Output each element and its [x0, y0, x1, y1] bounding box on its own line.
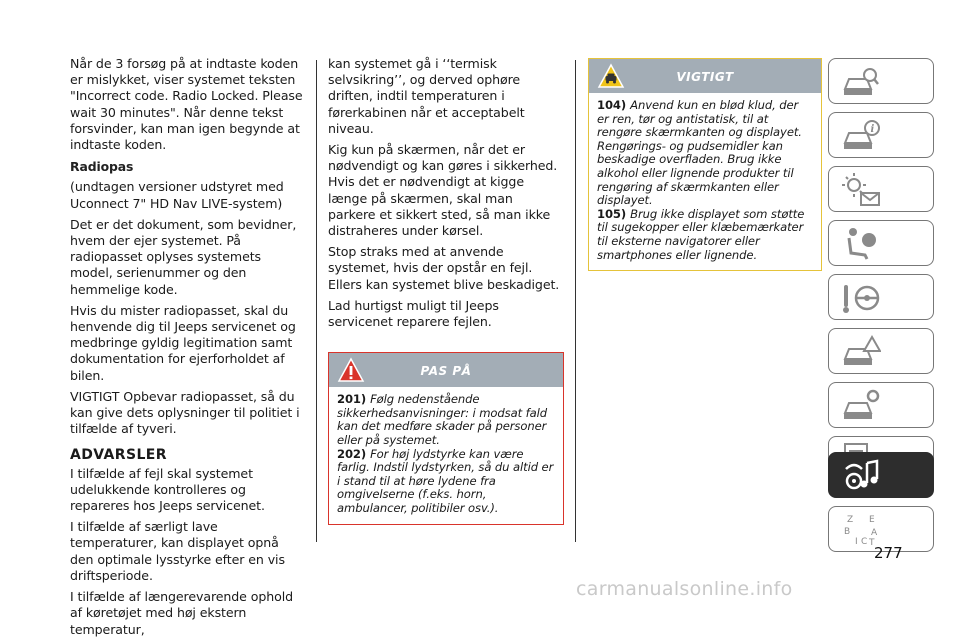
text-column-3 [588, 58, 822, 271]
tab-seat-airbag[interactable] [828, 220, 934, 266]
svg-text:i: i [870, 124, 875, 135]
paragraph: Kig kun på skærmen, når det er nødvendigt og kan gøres i sikkerhed. Hvis det er nødvendigt at kigge længe på skærmen, skal man parkere et sikkert sted, så man ikke distraheres under kørsel. [328, 142, 558, 239]
svg-text:I: I [855, 537, 858, 547]
section-heading-radiopas: Radiopas [70, 159, 134, 175]
section-heading-advarsler: ADVARSLER [70, 447, 167, 464]
seat-airbag-icon [841, 225, 881, 263]
note-item: 104) Anvend kun en blød klud, der er ren, tør og antistatisk, til at rengøre skærmkanten og displayet. Rengørings- og pudsemidler kan beskadige overfladen. Brug ikke alkohol eller lignende produkter til rengøring af skærmkanten eller displayet. [597, 98, 802, 208]
paragraph: Når de 3 forsøg på at indtaste koden er mislykket, viser systemet teksten "Incorrect code. Radio Locked. Please wait 30 minutes". Når denne tekst forsvinder, kan man igen begynde at indtaste koden. [70, 56, 303, 153]
text-column-2 [328, 56, 564, 525]
tab-car-info[interactable] [828, 112, 934, 158]
watermark: carmanualsonline.info [576, 578, 793, 600]
note-item: 105) Brug ikke displayet som støtte til sugekopper eller klæbemærkater til eksterne navigatorer eller smartphones eller lignende. [597, 206, 805, 262]
paragraph: Stop straks med at anvende systemet, hvis der opstår en fejl. Ellers kan systemet blive beskadiget. [328, 244, 560, 292]
important-box-body [589, 93, 821, 270]
svg-text:E: E [869, 515, 875, 525]
tab-steering-wheel[interactable] [828, 274, 934, 320]
paragraph: VIGTIGT Opbevar radiopasset, så du kan give dets oplysninger til politiet i tilfælde af tyveri. [70, 388, 300, 437]
paragraph: I tilfælde af fejl skal systemet udelukkende kontrolleres og repareres hos Jeeps servicenet. [70, 465, 265, 514]
important-box-title: VIGTIGT [676, 70, 734, 84]
car-wrench-icon [841, 387, 881, 425]
svg-text:Z: Z [847, 515, 854, 525]
svg-text:C: C [861, 537, 868, 547]
svg-text:B: B [844, 527, 851, 537]
page-number: 277 [874, 544, 903, 562]
caution-box-header [329, 353, 563, 387]
multimedia-icon [841, 457, 881, 495]
caution-box [328, 352, 564, 524]
steering-wheel-icon [841, 279, 881, 317]
note-item: 202) For høj lydstyrke kan være farlig. Indstil lydstyrken, så du altid er i stand til at høre lydene fra omgivelserne (f.eks. horn, ambulancer, politibiler osv.). [337, 446, 554, 515]
column-divider [575, 60, 576, 542]
paragraph: Hvis du mister radiopasset, skal du henvende dig til Jeeps servicenet og medbringe gyldig legitimation samt dokumentation for ejerforholdet af bilen. [70, 302, 296, 383]
svg-text:A: A [871, 528, 878, 538]
tab-car-search[interactable] [828, 58, 934, 104]
tab-car-wrench[interactable] [828, 382, 934, 428]
important-box-header [589, 59, 821, 93]
important-box [588, 58, 822, 271]
paragraph: (undtagen versioner udstyret med Uconnect 7" HD Nav LIVE-system) [70, 179, 284, 211]
column-divider [316, 60, 317, 542]
paragraph: Det er det dokument, som bevidner, hvem der ejer systemet. På radiopasset oplyses systemets model, serienummer og den hemmelige kode. [70, 216, 297, 297]
svg-text:T: T [869, 538, 875, 548]
caution-box-body [329, 387, 563, 523]
paragraph: I tilfælde af længerevarende ophold af køretøjet med høj ekstern temperatur, [70, 589, 294, 637]
car-search-icon [841, 63, 881, 101]
paragraph: kan systemet gå i ‘‘termisk selvsikring’’, og derved ophøre driften, indtil temperaturen i førerkabinen når et acceptabelt niveau. [328, 56, 525, 136]
tab-lights-envelope[interactable] [828, 166, 934, 212]
tab-multimedia[interactable] [828, 452, 934, 498]
text-column-1 [70, 56, 306, 643]
tab-car-warning[interactable] [828, 328, 934, 374]
note-item: 201) Følg nedenstående sikkerhedsanvisninger: i modsat fald kan det medføre skader på personer eller på systemet. [337, 392, 548, 448]
paragraph: Lad hurtigst muligt til Jeeps servicenet reparere fejlen. [328, 297, 499, 330]
car-warning-icon [841, 333, 881, 371]
lights-envelope-icon [841, 171, 881, 209]
paragraph: I tilfælde af særligt lave temperaturer, kan displayet opnå den optimale lysstyrke efter en vis driftsperiode. [70, 519, 285, 583]
car-info-icon [841, 117, 881, 155]
caution-box-title: PAS PÅ [420, 364, 472, 379]
